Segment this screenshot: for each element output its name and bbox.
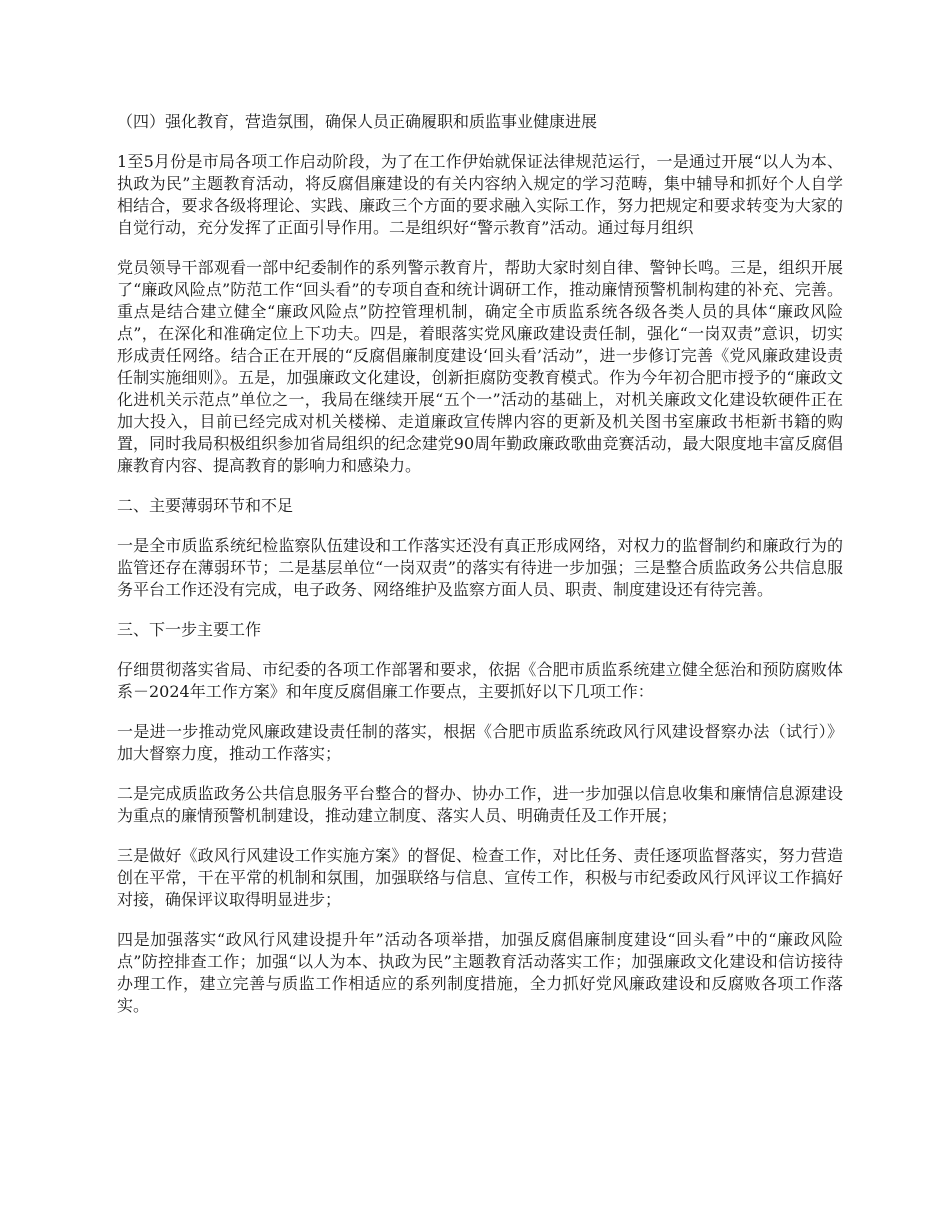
paragraph-next-step-4: 四是加强落实“政风行风建设提升年”活动各项举措，加强反腐倡廉制度建设“回头看”中的“廉政风险点”防控排查工作；加强“以人为本、执政为民”主题教育活动落实工作；加强廉政文化建设和信访接待办理工作，建立完善与质监工作相适应的系列制度措施，全力抓好党风廉政建设和反腐败各项工作落实。: [117, 930, 843, 1015]
section-heading-4: （四）强化教育，营造氛围，确保人员正确履职和质监事业健康进展: [117, 112, 598, 131]
paragraph-next-step-1: 一是进一步推动党风廉政建设责任制的落实，根据《合肥市质监系统政风行风建设督察办法（试行）》加大督察力度，推动工作落实；: [117, 722, 843, 763]
paragraph-next-steps-intro: 仔细贯彻落实省局、市纪委的各项工作部署和要求，依据《合肥市质监系统建立健全惩治和预防腐败体系－2024年工作方案》和年度反腐倡廉工作要点，主要抓好以下几项工作：: [117, 660, 843, 701]
section-heading-next-steps: 三、下一步主要工作: [117, 620, 262, 639]
paragraph-warning-education: 党员领导干部观看一部中纪委制作的系列警示教育片，帮助大家时刻自律、警钟长鸣。三是，组织开展了“廉政风险点”防范工作“回头看”的专项自查和统计调研工作，推动廉情预警机制构建的补充、完善。重点是结合建立健全“廉政风险点”防控管理机制，确定全市质监系统各级各类人员的具体“廉政风险点”，在深化和准确定位上下功夫。四是，着眼落实党风廉政建设责任制，强化“一岗双责”意识，切实形成责任网络。结合正在开展的“反腐倡廉制度建设‘回头看’活动”，进一步修订完善《党风廉政建设责任制实施细则》。五是，加强廉政文化建设，创新拒腐防变教育模式。作为今年初合肥市授予的“廉政文化进机关示范点”单位之一，我局在继续开展“五个一”活动的基础上，对机关廉政文化建设软硬件正在加大投入，目前已经完成对机关楼梯、走道廉政宣传牌内容的更新及机关图书室廉政书柜新书籍的购置，同时我局积极组织参加省局组织的纪念建党90周年勤政廉政歌曲竞赛活动，最大限度地丰富反腐倡廉教育内容、提高教育的影响力和感染力。: [117, 258, 843, 475]
paragraph-weaknesses: 一是全市质监系统纪检监察队伍建设和工作落实还没有真正形成网络，对权力的监督制约和廉政行为的监管还存在薄弱环节；二是基层单位“一岗双责”的落实有待进一步加强；三是整合质监政务公共信息服务平台工作还没有完成，电子政务、网络维护及监察方面人员、职责、制度建设还有待完善。: [117, 536, 843, 599]
section-heading-weaknesses: 二、主要薄弱环节和不足: [117, 496, 294, 515]
paragraph-education: 1至5月份是市局各项工作启动阶段，为了在工作伊始就保证法律规范运行，一是通过开展“以人为本、执政为民”主题教育活动，将反腐倡廉建设的有关内容纳入规定的学习范畴，集中辅导和抓好个人自学相结合，要求各级将理论、实践、廉政三个方面的要求融入实际工作，努力把规定和要求转变为大家的自觉行动，充分发挥了正面引导作用。二是组织好“警示教育”活动。通过每月组织: [117, 152, 843, 237]
paragraph-next-step-2: 二是完成质监政务公共信息服务平台整合的督办、协办工作，进一步加强以信息收集和廉情信息源建设为重点的廉情预警机制建设，推动建立制度、落实人员、明确责任及工作开展；: [117, 784, 843, 825]
paragraph-next-step-3: 三是做好《政风行风建设工作实施方案》的督促、检查工作，对比任务、责任逐项监督落实，努力营造创在平常，干在平常的机制和氛围，加强联络与信息、宣传工作，积极与市纪委政风行风评议工作搞好对接，确保评议取得明显进步；: [117, 846, 843, 909]
document-page: [117, 111, 843, 1035]
